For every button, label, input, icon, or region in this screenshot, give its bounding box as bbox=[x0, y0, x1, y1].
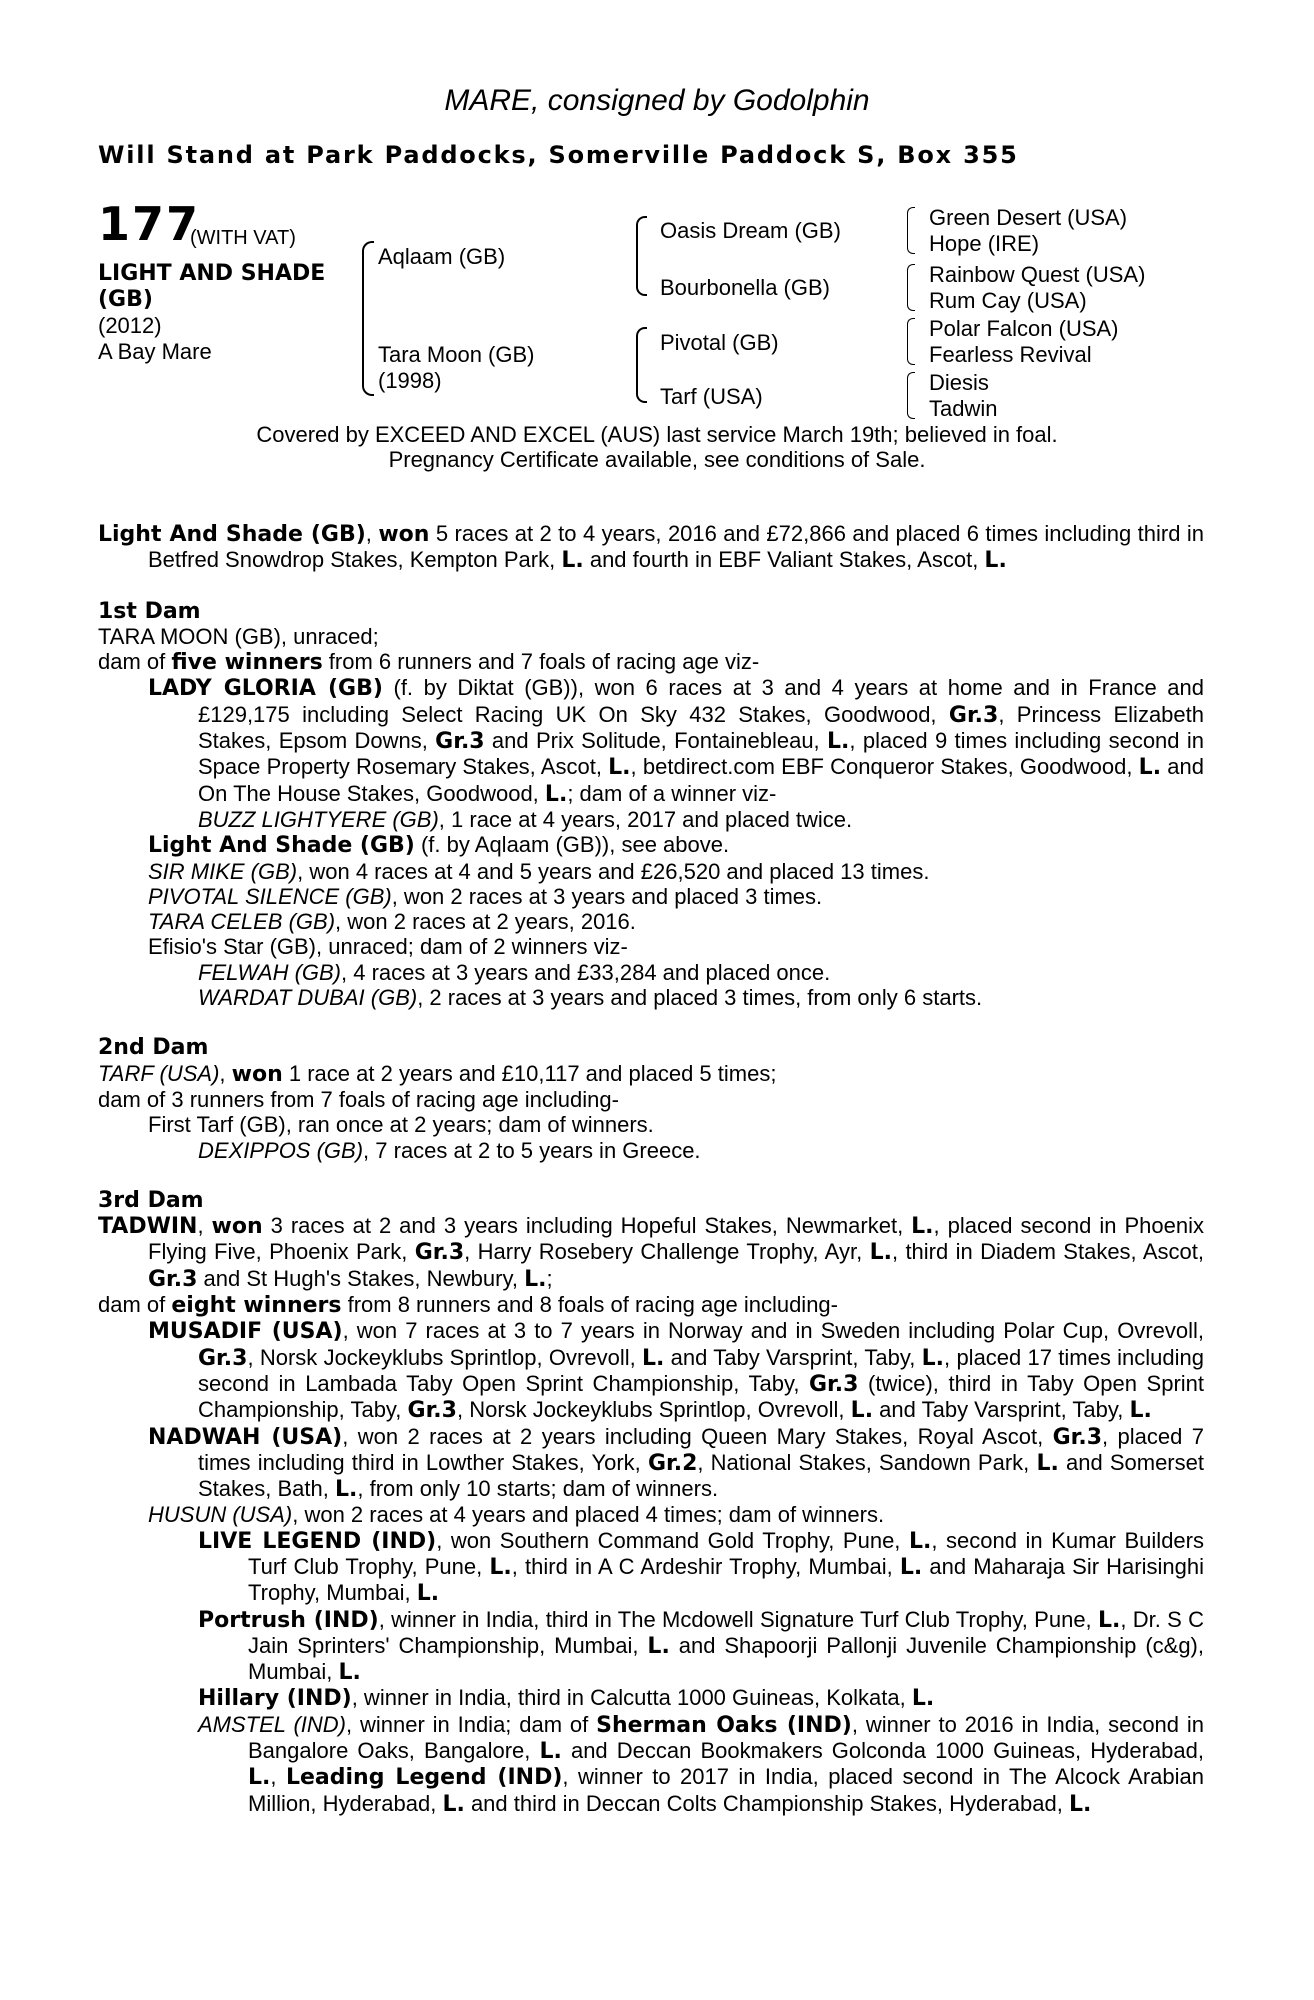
text-run: , bbox=[197, 1213, 212, 1239]
listed-label: L. bbox=[899, 1554, 923, 1580]
text-run: 5 races at 2 to 4 years, 2016 and £72,866 and placed 6 times including third in Betfred Snowdrop Stakes, Kempton Park, bbox=[148, 521, 1205, 573]
text-run: (f. by Diktat (GB)), won 6 races at 3 and 4 years at home and in France and £129,175 including Select Racing UK On Sky 432 Stakes, Goodwood, bbox=[198, 675, 1204, 727]
produce-name: Hillary (IND) bbox=[198, 1686, 352, 1712]
pedigree-ds-dam: Fearless Revival bbox=[929, 342, 1092, 367]
produce-entry-portrush bbox=[98, 1607, 1204, 1686]
text-run: , placed second in Phoenix Flying Five, Phoenix Park, bbox=[148, 1213, 1204, 1265]
pedigree-ds-sire: Polar Falcon (USA) bbox=[929, 316, 1119, 341]
text-run: , bbox=[365, 521, 379, 546]
won-label: won bbox=[378, 522, 430, 547]
text-run: , second in Kumar Builders Turf Club Trophy, Pune, bbox=[248, 1527, 1204, 1579]
listed-label: L. bbox=[1036, 1450, 1059, 1476]
pedigree-sire-dam: Bourbonella (GB) bbox=[660, 275, 830, 300]
produce-name: Leading Legend (IND) bbox=[285, 1765, 563, 1791]
text-run: , winner in India, third in The Mcdowell Signature Turf Club Trophy, Pune, bbox=[378, 1606, 1098, 1632]
text-run: (twice), third in Taby Open Sprint Championship, Taby, bbox=[198, 1370, 1204, 1423]
listed-label: L. bbox=[911, 1686, 935, 1712]
first-dam-line: TARA MOON (GB), unraced; bbox=[98, 623, 379, 649]
produce-entry-live-legend bbox=[98, 1528, 1204, 1607]
produce-name: BUZZ LIGHTYERE (GB) bbox=[198, 806, 439, 832]
pedigree-sd-sire: Rainbow Quest (USA) bbox=[929, 262, 1146, 287]
text-run: , 4 races at 3 years and £33,284 and placed once. bbox=[341, 959, 831, 985]
text-run: and Deccan Bookmakers Golconda 1000 Guineas, Hyderabad, bbox=[561, 1738, 1205, 1764]
produce-name: HUSUN (USA) bbox=[148, 1502, 293, 1528]
winners-count: eight winners bbox=[171, 1293, 342, 1319]
horse-description: A Bay Mare bbox=[98, 339, 212, 364]
third-dam-produce-line bbox=[98, 1292, 1204, 1318]
second-dam-line bbox=[98, 1061, 1204, 1087]
listed-label: L. bbox=[984, 548, 1007, 574]
text-run: , won Southern Command Gold Trophy, Pune, bbox=[436, 1527, 909, 1553]
text-run: , third in Diadem Stakes, Ascot, bbox=[891, 1239, 1204, 1265]
dam-name: TADWIN bbox=[98, 1214, 198, 1240]
text-run: dam of bbox=[98, 649, 172, 675]
produce-name: MUSADIF (USA) bbox=[148, 1319, 343, 1345]
produce-entry-felwah bbox=[98, 960, 1204, 985]
text-run: ; bbox=[546, 1265, 553, 1291]
produce-entry-sir-mike bbox=[98, 859, 1204, 884]
text-run: and third in Deccan Colts Championship Stakes, Hyderabad, bbox=[464, 1790, 1069, 1816]
listed-label: L. bbox=[561, 548, 584, 574]
produce-name: PIVOTAL SILENCE (GB) bbox=[148, 883, 392, 909]
text-run: ; dam of a winner viz- bbox=[567, 780, 777, 806]
text-run: and Prix Solitude, Fontainebleau, bbox=[484, 728, 827, 754]
text-run: , third in A C Ardeshir Trophy, Mumbai, bbox=[511, 1553, 900, 1579]
pedigree-dd-dam: Tadwin bbox=[929, 396, 998, 421]
listed-label: L. bbox=[1138, 755, 1162, 781]
text-run: 3 races at 2 and 3 years including Hopeful Stakes, Newmarket, bbox=[262, 1213, 912, 1239]
produce-name: Portrush (IND) bbox=[198, 1607, 379, 1633]
produce-name: Sherman Oaks (IND) bbox=[596, 1712, 852, 1738]
vat-note: (WITH VAT) bbox=[190, 227, 296, 249]
listed-label: L. bbox=[608, 755, 631, 781]
produce-entry-lady-gloria bbox=[98, 675, 1204, 806]
listed-label: L. bbox=[334, 1477, 358, 1503]
produce-name: LIVE LEGEND (IND) bbox=[198, 1528, 437, 1554]
pedigree-dd-sire: Diesis bbox=[929, 370, 989, 395]
pedigree-dam: Tara Moon (GB) bbox=[378, 342, 535, 367]
listed-label: L. bbox=[1068, 1791, 1092, 1817]
listed-label: L. bbox=[416, 1581, 440, 1607]
text-run: and Somerset Stakes, Bath, bbox=[198, 1449, 1204, 1502]
horse-name: LIGHT AND SHADE bbox=[98, 261, 326, 286]
text-run: , winner in India, third in Calcutta 1000 Guineas, Kolkata, bbox=[351, 1685, 912, 1711]
listed-label: L. bbox=[539, 1739, 562, 1765]
listed-label: L. bbox=[442, 1791, 465, 1817]
pedigree-bracket-dd bbox=[907, 372, 915, 419]
won-label: won bbox=[211, 1214, 263, 1240]
listed-label: L. bbox=[248, 1765, 271, 1791]
text-run: from 8 runners and 8 foals of racing age including- bbox=[341, 1292, 838, 1318]
listed-label: L. bbox=[1129, 1398, 1152, 1424]
text-run: , placed 7 times including third in Lowther Stakes, York, bbox=[198, 1423, 1205, 1475]
produce-entry-nadwah bbox=[98, 1424, 1204, 1503]
text-run: and Taby Varsprint, Taby, bbox=[873, 1397, 1130, 1423]
text-run: , winner to 2017 in India, placed second in The Alcock Arabian Million, Hyderabad, bbox=[248, 1764, 1204, 1816]
produce-name: SIR MIKE (GB) bbox=[148, 858, 298, 884]
third-dam-line bbox=[98, 1213, 1204, 1292]
won-label: won bbox=[231, 1061, 283, 1087]
group-label: Gr.3 bbox=[1052, 1424, 1103, 1450]
produce-name: NADWAH (USA) bbox=[148, 1424, 343, 1450]
text-run: , Dr. S C Jain Sprinters' Championship, Mumbai, bbox=[248, 1606, 1205, 1658]
summary-horse-name: Light And Shade (GB) bbox=[98, 522, 366, 547]
text-run: , Princess Elizabeth Stakes, Epsom Downs, bbox=[198, 701, 1204, 754]
produce-entry-light-and-shade bbox=[98, 832, 1204, 858]
winners-count: five winners bbox=[171, 650, 323, 676]
text-run: , won 2 races at 2 years, 2016. bbox=[335, 909, 636, 935]
group-label: Gr.3 bbox=[809, 1371, 859, 1397]
listed-label: L. bbox=[911, 1214, 934, 1240]
text-run: , bbox=[270, 1764, 286, 1790]
produce-entry-first-tarf: First Tarf (GB), ran once at 2 years; dam of winners. bbox=[148, 1112, 654, 1138]
pedigree-ss-sire: Green Desert (USA) bbox=[929, 205, 1128, 230]
produce-name: FELWAH (GB) bbox=[198, 959, 342, 985]
group-label: Gr.3 bbox=[407, 1398, 457, 1424]
text-run: and St Hugh's Stakes, Newbury, bbox=[197, 1265, 525, 1291]
group-label: Gr.2 bbox=[647, 1450, 698, 1476]
produce-entry-buzz-lightyere bbox=[98, 807, 1204, 832]
produce-name: DEXIPPOS (GB) bbox=[198, 1137, 364, 1163]
group-label: Gr.3 bbox=[148, 1266, 198, 1292]
produce-entry-hillary bbox=[98, 1685, 1204, 1711]
produce-entry-efisios-star: Efisio's Star (GB), unraced; dam of 2 winners viz- bbox=[148, 934, 628, 960]
listed-label: L. bbox=[524, 1266, 547, 1292]
venue-line: Will Stand at Park Paddocks, Somerville Paddock S, Box 355 bbox=[98, 141, 1019, 169]
pedigree-bracket-1 bbox=[362, 241, 374, 396]
pedigree-dam-sire: Pivotal (GB) bbox=[660, 330, 779, 355]
text-run: , won 2 races at 4 years and placed 4 times; dam of winners. bbox=[292, 1502, 885, 1528]
listed-label: L. bbox=[869, 1240, 892, 1266]
listed-label: L. bbox=[338, 1660, 361, 1686]
text-run: and On The House Stakes, Goodwood, bbox=[198, 754, 1204, 806]
produce-entry-husun bbox=[98, 1502, 1204, 1527]
text-run: , 7 races at 2 to 5 years in Greece. bbox=[363, 1137, 701, 1163]
listed-label: L. bbox=[647, 1633, 670, 1659]
text-run: , won 2 races at 3 years and placed 3 times. bbox=[391, 883, 823, 909]
pedigree-sire-sire: Oasis Dream (GB) bbox=[660, 218, 841, 243]
text-run: , Harry Rosebery Challenge Trophy, Ayr, bbox=[464, 1239, 870, 1265]
covered-line: Covered by EXCEED AND EXCEL (AUS) last service March 19th; believed in foal. bbox=[256, 422, 1058, 447]
pedigree-bracket-ss bbox=[907, 207, 915, 254]
listed-label: L. bbox=[908, 1528, 932, 1554]
text-run: and Shapoorji Pallonji Juvenile Championship (c&g), Mumbai, bbox=[248, 1632, 1204, 1685]
second-dam-produce-line: dam of 3 runners from 7 foals of racing age including- bbox=[98, 1086, 619, 1112]
pedigree-bracket-ds bbox=[907, 318, 915, 365]
text-run: , won 7 races at 3 to 7 years in Norway and in Sweden including Polar Cup, Ovrevoll, bbox=[342, 1318, 1205, 1344]
dam-name: TARF (USA) bbox=[98, 1060, 220, 1086]
text-run: , placed 17 times including second in Lambada Taby Open Sprint Championship, Taby, bbox=[198, 1344, 1204, 1396]
produce-entry-pivotal-silence bbox=[98, 884, 1204, 909]
listed-label: L. bbox=[642, 1345, 665, 1371]
horse-name-country: (GB) bbox=[98, 287, 153, 312]
group-label: Gr.3 bbox=[414, 1240, 465, 1266]
text-run: and Maharaja Sir Harisinghi Trophy, Mumbai, bbox=[248, 1553, 1204, 1606]
first-dam-heading: 1st Dam bbox=[98, 598, 201, 624]
text-run: , won 2 races at 2 years including Queen Mary Stakes, Royal Ascot, bbox=[342, 1423, 1053, 1449]
listed-label: L. bbox=[489, 1554, 512, 1580]
summary-paragraph bbox=[98, 521, 1204, 574]
horse-year: (2012) bbox=[98, 313, 162, 338]
catalogue-body bbox=[98, 521, 1204, 1817]
produce-name: LADY GLORIA (GB) bbox=[148, 676, 383, 702]
page-title: MARE, consigned by Godolphin bbox=[444, 84, 870, 117]
text-run: and fourth in EBF Valiant Stakes, Ascot, bbox=[583, 547, 985, 573]
pedigree-ss-dam: Hope (IRE) bbox=[929, 231, 1040, 256]
text-run: , 1 race at 4 years, 2017 and placed twice. bbox=[438, 806, 853, 832]
group-label: Gr.3 bbox=[948, 702, 999, 728]
second-dam-heading: 2nd Dam bbox=[98, 1035, 209, 1061]
text-run: , Norsk Jockeyklubs Sprintlop, Ovrevoll, bbox=[247, 1344, 642, 1370]
text-run: , Norsk Jockeyklubs Sprintlop, Ovrevoll, bbox=[456, 1397, 851, 1423]
pedigree-bracket-sd bbox=[907, 264, 915, 311]
text-run: (f. by Aqlaam (GB)), see above. bbox=[414, 832, 730, 858]
listed-label: L. bbox=[827, 729, 850, 755]
produce-entry-amstel bbox=[98, 1712, 1204, 1817]
produce-entry-tara-celeb bbox=[98, 909, 1204, 934]
text-run: , National Stakes, Sandown Park, bbox=[697, 1449, 1037, 1475]
lot-number: 177 bbox=[98, 197, 201, 251]
text-run: , bbox=[219, 1060, 232, 1086]
text-run: , winner in India; dam of bbox=[346, 1711, 597, 1737]
group-label: Gr.3 bbox=[198, 1345, 248, 1371]
pedigree-sd-dam: Rum Cay (USA) bbox=[929, 288, 1087, 313]
produce-name: TARA CELEB (GB) bbox=[148, 909, 336, 935]
produce-entry-dexippos bbox=[98, 1138, 1204, 1163]
group-label: Gr.3 bbox=[435, 729, 485, 755]
produce-name: WARDAT DUBAI (GB) bbox=[198, 985, 418, 1011]
third-dam-heading: 3rd Dam bbox=[98, 1187, 204, 1213]
text-run: , placed 9 times including second in Space Property Rosemary Stakes, Ascot, bbox=[198, 728, 1204, 780]
pregnancy-line: Pregnancy Certificate available, see conditions of Sale. bbox=[388, 447, 926, 472]
listed-label: L. bbox=[850, 1398, 874, 1424]
text-run: , from only 10 starts; dam of winners. bbox=[357, 1476, 719, 1502]
text-run: , 2 races at 3 years and placed 3 times, from only 6 starts. bbox=[417, 985, 983, 1011]
produce-name: AMSTEL (IND) bbox=[198, 1711, 347, 1737]
text-run: , winner to 2016 in India, second in Bangalore Oaks, Bangalore, bbox=[248, 1711, 1204, 1764]
pedigree-bracket-dam bbox=[636, 327, 647, 403]
listed-label: L. bbox=[544, 781, 568, 807]
text-run: , betdirect.com EBF Conqueror Stakes, Goodwood, bbox=[630, 754, 1139, 780]
produce-name: Light And Shade (GB) bbox=[148, 833, 415, 859]
text-run: , won 4 races at 4 and 5 years and £26,520 and placed 13 times. bbox=[297, 858, 930, 884]
produce-entry-musadif bbox=[98, 1318, 1204, 1423]
pedigree-dam-year: (1998) bbox=[378, 368, 442, 393]
listed-label: L. bbox=[921, 1345, 945, 1371]
text-run: dam of bbox=[98, 1292, 172, 1318]
pedigree-bracket-sire bbox=[636, 216, 647, 296]
pedigree-sire: Aqlaam (GB) bbox=[378, 244, 506, 269]
text-run: and Taby Varsprint, Taby, bbox=[664, 1344, 922, 1370]
pedigree-dam-dam: Tarf (USA) bbox=[660, 384, 763, 409]
text-run: 1 race at 2 years and £10,117 and placed 5 times; bbox=[282, 1060, 777, 1086]
produce-entry-wardat-dubai bbox=[98, 985, 1204, 1010]
listed-label: L. bbox=[1097, 1607, 1121, 1633]
text-run: from 6 runners and 7 foals of racing age viz- bbox=[322, 649, 760, 675]
first-dam-produce-line bbox=[98, 649, 1204, 675]
